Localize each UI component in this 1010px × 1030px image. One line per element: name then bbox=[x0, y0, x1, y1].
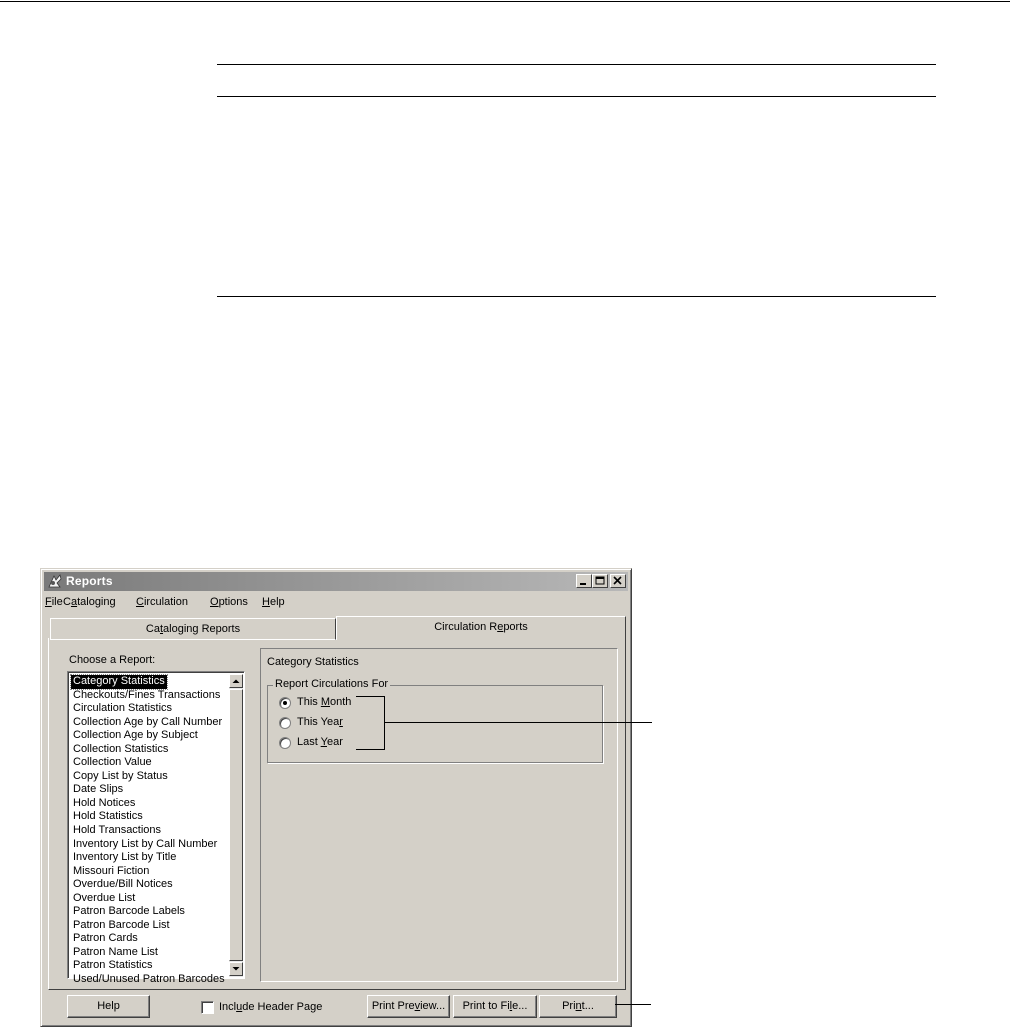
menu-cataloging-mnemonic: a bbox=[70, 596, 78, 608]
print-preview-label-end: iew... bbox=[420, 1000, 446, 1012]
tab-cataloging-mnemonic: t bbox=[159, 623, 164, 635]
radio-this-month-mnemonic: M bbox=[320, 696, 331, 708]
radio-this-year-label-start: This Yea bbox=[297, 716, 340, 728]
callout-bracket-vertical bbox=[384, 696, 385, 750]
page-top-rule bbox=[0, 1, 1010, 2]
report-list-item[interactable]: Patron Barcode Labels bbox=[73, 905, 185, 918]
callout-line-radio-options bbox=[384, 722, 652, 723]
panel-title: Category Statistics bbox=[267, 656, 359, 668]
report-list[interactable] bbox=[67, 671, 245, 986]
menu-help-mnemonic: H bbox=[262, 596, 270, 608]
menu-circulation-label: irculation bbox=[143, 596, 188, 608]
radio-this-year-mnemonic: r bbox=[339, 716, 343, 728]
menu-options[interactable] bbox=[210, 596, 248, 608]
menu-circulation-mnemonic: C bbox=[136, 596, 144, 608]
report-list-item[interactable]: Date Slips bbox=[73, 783, 124, 796]
reports-app-icon bbox=[47, 574, 63, 589]
radio-this-month-circle[interactable] bbox=[279, 697, 291, 709]
help-button[interactable]: Help bbox=[67, 995, 150, 1018]
report-list-item[interactable]: Overdue List bbox=[73, 891, 136, 904]
include-header-checkbox[interactable] bbox=[201, 1001, 214, 1014]
report-list-item[interactable]: Collection Age by Subject bbox=[73, 729, 198, 742]
menu-options-mnemonic: O bbox=[210, 596, 219, 608]
scroll-up-button[interactable] bbox=[229, 674, 243, 688]
radio-this-month-label-end: onth bbox=[330, 696, 352, 708]
reports-window bbox=[40, 568, 632, 1027]
tab-cataloging-label-start: Ca bbox=[145, 623, 160, 635]
radio-last-year-label-end: ear bbox=[326, 736, 343, 748]
report-list-item[interactable]: Patron Statistics bbox=[73, 959, 153, 972]
report-list-items bbox=[71, 675, 227, 987]
radio-last-year-label bbox=[297, 736, 343, 748]
table-rule-header bbox=[217, 96, 936, 97]
scroll-thumb[interactable] bbox=[229, 689, 243, 961]
report-list-item[interactable]: Patron Name List bbox=[73, 945, 158, 958]
radio-last-year-circle[interactable] bbox=[279, 737, 291, 749]
radio-this-month-label-start: This bbox=[297, 696, 321, 708]
include-header-label[interactable] bbox=[219, 1001, 322, 1013]
menu-help-label: elp bbox=[269, 596, 285, 608]
print-preview-button[interactable] bbox=[367, 995, 450, 1018]
menu-circulation[interactable] bbox=[136, 596, 188, 608]
radio-this-month-label bbox=[297, 696, 351, 708]
report-list-item[interactable]: Used/Unused Patron Barcodes bbox=[73, 973, 225, 986]
table-rule-bottom bbox=[217, 296, 936, 297]
report-list-item[interactable]: Inventory List by Title bbox=[73, 851, 177, 864]
tab-circulation-label-start: Circulation R bbox=[434, 621, 498, 633]
include-header-label-start: Incl bbox=[219, 1001, 237, 1013]
include-header-mnemonic: u bbox=[236, 1001, 243, 1013]
title-bar[interactable] bbox=[44, 572, 628, 591]
arrow-down-icon bbox=[230, 963, 242, 975]
report-list-item[interactable]: Overdue/Bill Notices bbox=[73, 878, 173, 891]
print-to-file-button[interactable] bbox=[453, 995, 537, 1018]
callout-bracket-bottom bbox=[356, 749, 385, 750]
report-list-item[interactable]: Copy List by Status bbox=[73, 769, 168, 782]
report-list-item[interactable]: Missouri Fiction bbox=[73, 864, 150, 877]
report-list-item[interactable]: Hold Statistics bbox=[73, 810, 143, 823]
tab-circulation-label: ports bbox=[503, 621, 528, 633]
maximize-button[interactable] bbox=[592, 574, 608, 588]
print-preview-mnemonic: v bbox=[414, 1000, 421, 1012]
report-list-scrollbar[interactable] bbox=[229, 674, 243, 977]
callout-bracket-top bbox=[356, 696, 385, 697]
report-list-item[interactable]: Checkouts/Fines Transactions bbox=[73, 688, 221, 701]
menu-file[interactable] bbox=[45, 596, 63, 608]
print-label-end: t... bbox=[581, 1000, 594, 1012]
print-mnemonic: n bbox=[575, 1000, 582, 1012]
window-title: Reports bbox=[66, 574, 113, 588]
print-button[interactable] bbox=[539, 995, 617, 1018]
minimize-icon bbox=[577, 575, 591, 587]
scroll-down-button[interactable] bbox=[229, 962, 243, 976]
menu-help[interactable] bbox=[262, 596, 285, 608]
report-list-item[interactable]: Patron Cards bbox=[73, 932, 138, 945]
menu-options-label: ptions bbox=[218, 596, 248, 608]
report-list-item[interactable]: Category Statistics bbox=[73, 675, 165, 687]
radio-this-year-circle[interactable] bbox=[279, 717, 291, 729]
report-list-item[interactable]: Collection Statistics bbox=[73, 742, 169, 755]
report-list-item[interactable]: Collection Age by Call Number bbox=[73, 715, 223, 728]
minimize-button[interactable] bbox=[576, 574, 592, 588]
table-rule-top bbox=[217, 64, 936, 65]
print-label-start: Pri bbox=[562, 1000, 576, 1012]
close-icon bbox=[611, 575, 625, 587]
tab-circulation-mnemonic: e bbox=[497, 621, 504, 633]
print-preview-label-start: Print Pre bbox=[371, 1000, 415, 1012]
maximize-icon bbox=[593, 575, 607, 587]
menu-file-label: ile bbox=[51, 596, 63, 608]
arrow-up-icon bbox=[230, 675, 242, 687]
radio-last-year-mnemonic: Y bbox=[320, 736, 327, 748]
close-button[interactable] bbox=[610, 574, 626, 588]
report-list-item[interactable]: Hold Transactions bbox=[73, 824, 162, 837]
group-title: Report Circulations For bbox=[275, 678, 389, 690]
report-list-item[interactable]: Collection Value bbox=[73, 756, 152, 769]
radio-last-year-label-start: Last bbox=[297, 736, 321, 748]
report-list-item[interactable]: Hold Notices bbox=[73, 796, 136, 809]
menu-file-mnemonic: F bbox=[45, 596, 52, 608]
menu-cataloging-label-start: C bbox=[63, 596, 71, 608]
radio-this-year-label bbox=[297, 716, 343, 728]
include-header-label-end: de Header Page bbox=[242, 1001, 323, 1013]
tab-circulation-reports[interactable] bbox=[336, 616, 626, 640]
report-list-item[interactable]: Circulation Statistics bbox=[73, 702, 173, 715]
tab-cataloging-label: aloging Reports bbox=[163, 623, 241, 635]
callout-line-print-button bbox=[615, 1004, 651, 1005]
print-to-file-label-start: Print to Fi bbox=[462, 1000, 510, 1012]
choose-report-label: Choose a Report: bbox=[69, 654, 156, 666]
menu-cataloging-label: taloging bbox=[77, 596, 116, 608]
tab-cataloging-reports[interactable] bbox=[50, 618, 336, 640]
report-list-item[interactable]: Patron Barcode List bbox=[73, 918, 170, 931]
print-to-file-label-end: e... bbox=[512, 1000, 528, 1012]
report-list-item[interactable]: Inventory List by Call Number bbox=[73, 837, 218, 850]
print-to-file-mnemonic: l bbox=[509, 1000, 513, 1012]
menu-cataloging[interactable] bbox=[63, 596, 116, 608]
